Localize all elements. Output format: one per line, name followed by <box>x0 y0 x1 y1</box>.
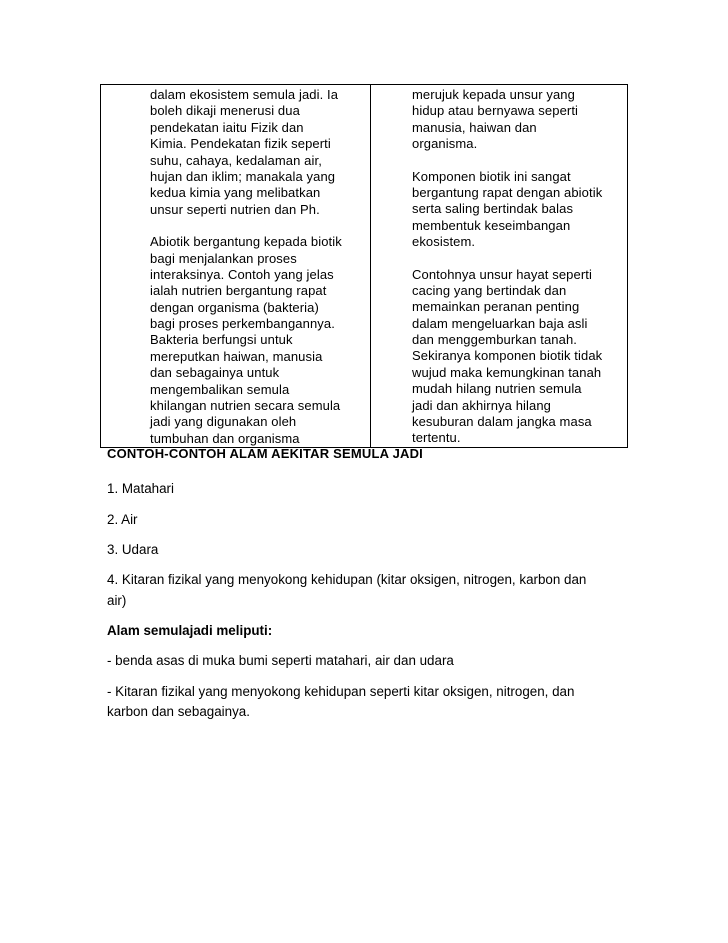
bullet-item: - benda asas di muka bumi seperti matahari, air dan udara <box>107 653 454 668</box>
subheading: Alam semulajadi meliputi: <box>107 623 273 638</box>
table-line: merujuk kepada unsur yang <box>412 87 575 102</box>
table-line: hujan dan iklim; manakala yang <box>150 168 336 184</box>
table-column-divider <box>370 85 371 447</box>
table-line: bagi menjalankan proses <box>150 250 297 266</box>
example-item: 3. Udara <box>107 542 159 557</box>
bullet-item: - Kitaran fizikal yang menyokong kehidupan seperti kitar oksigen, nitrogen, dan <box>107 684 575 699</box>
table-line: manusia, haiwan dan <box>412 119 537 135</box>
table-line: tertentu. <box>412 430 461 446</box>
table-line: Contohnya unsur hayat seperti <box>412 266 592 282</box>
table-line: organisma. <box>412 136 478 152</box>
table-line: Kimia. Pendekatan fizik seperti <box>150 136 331 152</box>
table-line: hidup atau bernyawa seperti <box>412 103 579 119</box>
example-item-continued: air) <box>107 593 127 608</box>
table-line: mudah hilang nutrien semula <box>412 381 582 397</box>
table-line: serta saling bertindak balas <box>412 201 574 217</box>
example-item: 4. Kitaran fizikal yang menyokong kehidupan (kitar oksigen, nitrogen, karbon dan <box>107 572 587 587</box>
table-line: dan menggemburkan tanah. <box>412 332 578 348</box>
section-heading: CONTOH-CONTOH ALAM AEKITAR SEMULA JADI <box>107 446 423 461</box>
table-line: Bakteria berfungsi untuk <box>150 332 293 348</box>
table-line: jadi dan akhirnya hilang <box>412 397 551 413</box>
comparison-table <box>100 84 628 448</box>
table-line: suhu, cahaya, kedalaman air, <box>150 152 322 168</box>
bullet-item-continued: karbon dan sebagainya. <box>107 704 250 719</box>
table-line: wujud maka kemungkinan tanah <box>412 364 602 380</box>
table-line: kesuburan dalam jangka masa <box>412 414 592 430</box>
example-item: 2. Air <box>107 512 138 527</box>
table-right-column <box>412 87 627 447</box>
table-line: boleh dikaji menerusi dua <box>150 103 300 119</box>
table-line: bagi proses perkembangannya. <box>150 316 335 332</box>
table-line: ekosistem. <box>412 234 476 250</box>
table-line: mereputkan haiwan, manusia <box>150 348 323 364</box>
table-line: mengembalikan semula <box>150 381 290 397</box>
table-line: dan sebagainya untuk <box>150 365 280 381</box>
example-item: 1. Matahari <box>107 481 174 496</box>
table-line: dalam mengeluarkan baja asli <box>412 315 588 331</box>
table-line: Abiotik bergantung kepada biotik <box>150 234 342 250</box>
paragraph-gap <box>412 251 627 267</box>
table-line: pendekatan iaitu Fizik dan <box>150 119 304 135</box>
table-line: bergantung rapat dengan abiotik <box>412 184 603 200</box>
paragraph-gap <box>150 218 368 234</box>
table-line: khilangan nutrien secara semula <box>150 398 341 414</box>
table-line: cacing yang bertindak dan <box>412 282 567 298</box>
table-line: dengan organisma (bakteria) <box>150 299 319 315</box>
table-line: kedua kimia yang melibatkan <box>150 185 321 201</box>
table-line: jadi yang digunakan oleh <box>150 414 297 430</box>
paragraph-gap <box>412 153 627 169</box>
table-line: unsur seperti nutrien dan Ph. <box>150 201 320 217</box>
table-line: Sekiranya komponen biotik tidak <box>412 348 603 364</box>
table-line: dalam ekosistem semula jadi. Ia <box>150 87 339 102</box>
table-line: ialah nutrien bergantung rapat <box>150 283 327 299</box>
table-left-column <box>150 87 368 447</box>
table-line: interaksinya. Contoh yang jelas <box>150 266 334 282</box>
table-line: memainkan peranan penting <box>412 299 580 315</box>
table-line: tumbuhan dan organisma <box>150 430 300 446</box>
table-line: Komponen biotik ini sangat <box>412 168 571 184</box>
table-line: membentuk keseimbangan <box>412 217 571 233</box>
